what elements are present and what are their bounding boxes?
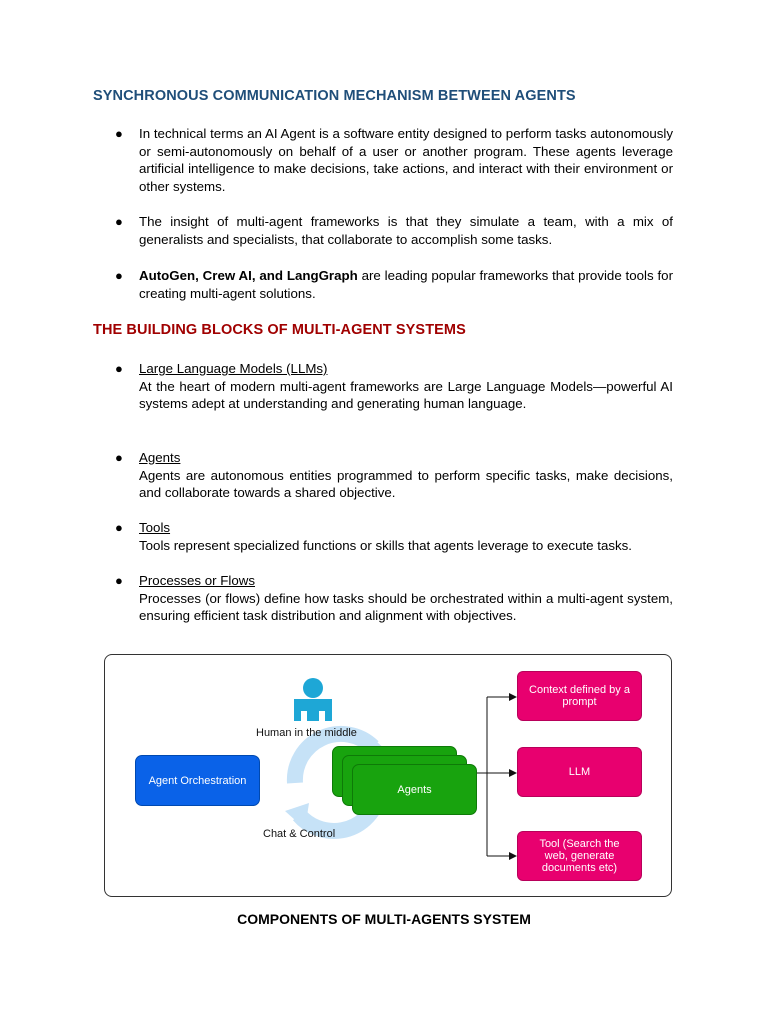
item-description: Processes (or flows) define how tasks should be orchestrated within a multi-agent system, ensuring efficient task distribution and alignment with objectives. (139, 590, 673, 624)
item-title: Processes or Flows (139, 573, 256, 588)
list-item (115, 519, 673, 554)
item-title: Large Language Models (LLMs) (139, 361, 328, 376)
list-item (115, 360, 673, 413)
cycle-arrowhead-bottom (285, 803, 309, 829)
bullet-text: The insight of multi-agent frameworks is that they simulate a team, with a mix of generalists and specialists, that collaborate to accomplish some tasks. (139, 214, 673, 247)
bullet-text: are leading popular frameworks that provide tools for creating multi-agent solutions. (139, 268, 673, 301)
arrowhead-icon (509, 693, 517, 701)
list-item (115, 449, 673, 502)
tool-box: Tool (Search the web, generate documents etc) (517, 831, 642, 881)
bullet-icon: ● (115, 520, 123, 535)
section-heading-building-blocks: THE BUILDING BLOCKS OF MULTI-AGENT SYSTEMS (93, 322, 466, 338)
bullet-icon: ● (115, 214, 123, 229)
bullet-bold-text: AutoGen, Crew AI, and LangGraph (139, 268, 358, 283)
arrowhead-icon (509, 769, 517, 777)
bullet-text: In technical terms an AI Agent is a software entity designed to perform tasks autonomously or semi-autonomously on behalf of a user or another program. These agents leverage artificial intelligence to make decisions, take actions, and interact with their environment or other systems. (139, 126, 673, 194)
bullet-icon: ● (115, 268, 123, 283)
section-heading-communication: SYNCHRONOUS COMMUNICATION MECHANISM BETWEEN AGENTS (93, 88, 576, 104)
arrowhead-icon (509, 852, 517, 860)
item-description: Agents are autonomous entities programmed to perform specific tasks, make decisions, and collaborate towards a shared objective. (139, 467, 673, 501)
agent-orchestration-box: Agent Orchestration (135, 755, 260, 806)
list-item (115, 267, 673, 302)
item-title: Tools (139, 520, 171, 535)
list-item (115, 125, 673, 195)
chat-and-control-label: Chat & Control (263, 828, 336, 840)
llm-box: LLM (517, 747, 642, 797)
bullet-icon: ● (115, 450, 123, 465)
person-icon-body (294, 699, 332, 721)
list-item (115, 572, 673, 625)
list-item (115, 213, 673, 248)
bullet-icon: ● (115, 126, 123, 141)
item-title: Agents (139, 450, 181, 465)
human-in-the-middle-label: Human in the middle (256, 727, 357, 739)
multi-agent-diagram (104, 654, 672, 897)
context-prompt-box: Context defined by a prompt (517, 671, 642, 721)
item-description: At the heart of modern multi-agent frameworks are Large Language Models—powerful AI systems adept at understanding and generating human language. (139, 378, 673, 412)
bullet-icon: ● (115, 573, 123, 588)
bullet-icon: ● (115, 361, 123, 376)
item-description: Tools represent specialized functions or skills that agents leverage to execute tasks. (139, 537, 632, 553)
agents-box: Agents (352, 764, 477, 815)
person-icon-head (303, 678, 323, 698)
figure-caption: COMPONENTS OF MULTI-AGENTS SYSTEM (237, 911, 531, 927)
